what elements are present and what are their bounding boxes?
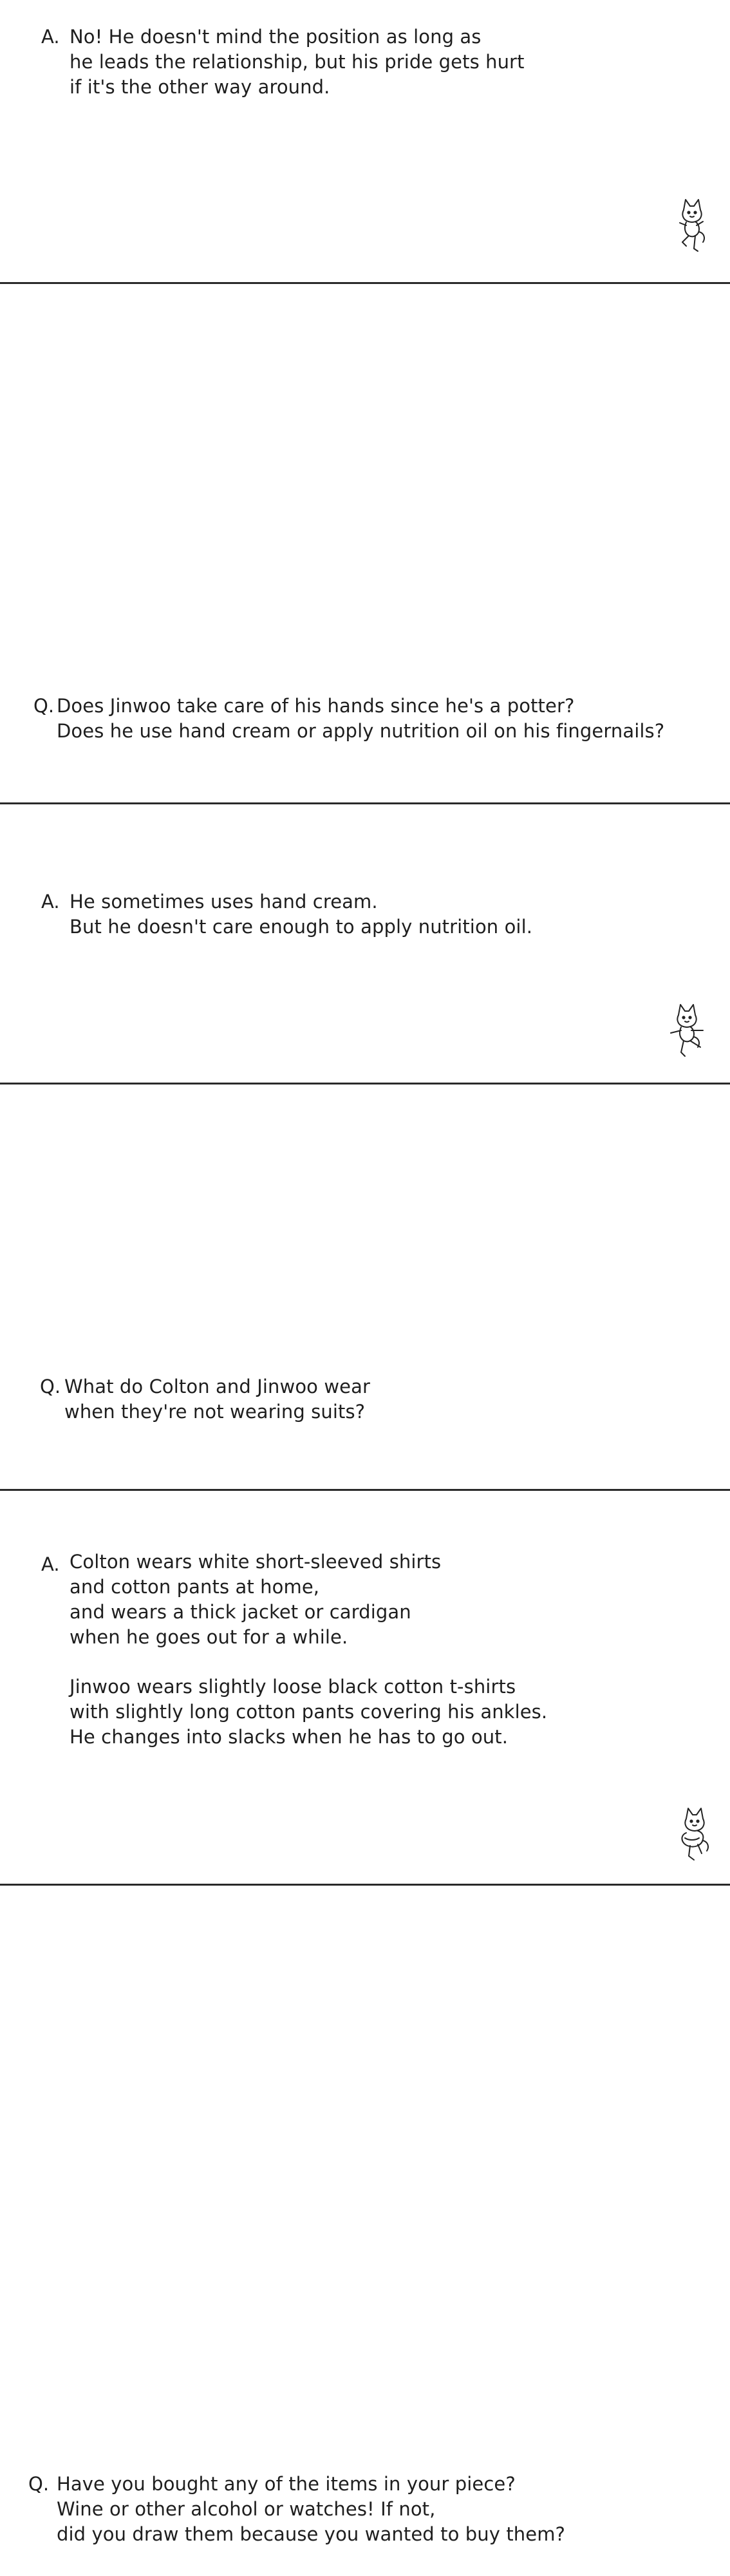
question-line: What do Colton and Jinwoo wear [64, 1376, 370, 1397]
section-divider [0, 282, 730, 284]
answer-marker: A. [41, 26, 60, 48]
question-line: Does he use hand cream or apply nutrition oil on his fingernails? [57, 720, 665, 742]
answer-line: He changes into slacks when he has to go out. [70, 1726, 509, 1748]
section-divider [0, 1083, 730, 1084]
question-line: Wine or other alcohol or watches! If not, [57, 2498, 436, 2520]
question-block-1 [33, 694, 709, 746]
question-marker: Q. [40, 1376, 61, 1397]
question-marker: Q. [28, 2473, 50, 2495]
cat-mascot-icon [676, 1803, 713, 1865]
answer-text [70, 889, 532, 940]
answer-line: when he goes out for a while. [70, 1626, 348, 1648]
answer-line: if it's the other way around. [70, 76, 330, 98]
answer-line: Jinwoo wears slightly loose black cotton t-shirts [70, 1676, 516, 1698]
answer-text [70, 24, 525, 100]
answer-line: Colton wears white short-sleeved shirts [70, 1551, 442, 1573]
answer-block-2 [41, 889, 621, 942]
answer-line: But he doesn't care enough to apply nutrition oil. [70, 916, 533, 938]
answer-line: he leads the relationship, but his pride gets hurt [70, 51, 525, 73]
answer-block-1 [41, 24, 621, 102]
paragraph-gap [70, 1650, 547, 1674]
question-line: Have you bought any of the items in your piece? [57, 2473, 516, 2495]
answer-line: with slightly long cotton pants covering his ankles. [70, 1701, 548, 1723]
question-text [64, 1374, 370, 1425]
question-text [57, 694, 664, 744]
question-block-2 [40, 1374, 619, 1427]
question-block-3 [28, 2472, 711, 2549]
section-divider [0, 1489, 730, 1491]
answer-line: He sometimes uses hand cream. [70, 891, 378, 913]
answer-marker: A. [41, 1553, 60, 1575]
question-text [57, 2472, 565, 2547]
answer-line: and cotton pants at home, [70, 1576, 320, 1598]
question-line: when they're not wearing suits? [64, 1401, 366, 1423]
cat-mascot-icon [667, 1001, 707, 1065]
question-marker: Q. [33, 695, 55, 717]
question-line: Does Jinwoo take care of his hands since he's a potter? [57, 695, 575, 717]
answer-block-3 [41, 1549, 621, 1756]
answer-text [70, 1549, 547, 1750]
section-divider [0, 1884, 730, 1886]
answer-marker: A. [41, 891, 60, 913]
answer-line: No! He doesn't mind the position as long as [70, 26, 482, 48]
question-line: did you draw them because you wanted to buy them? [57, 2523, 566, 2545]
section-divider [0, 802, 730, 804]
cat-mascot-icon [675, 194, 708, 259]
answer-line: and wears a thick jacket or cardigan [70, 1601, 411, 1623]
